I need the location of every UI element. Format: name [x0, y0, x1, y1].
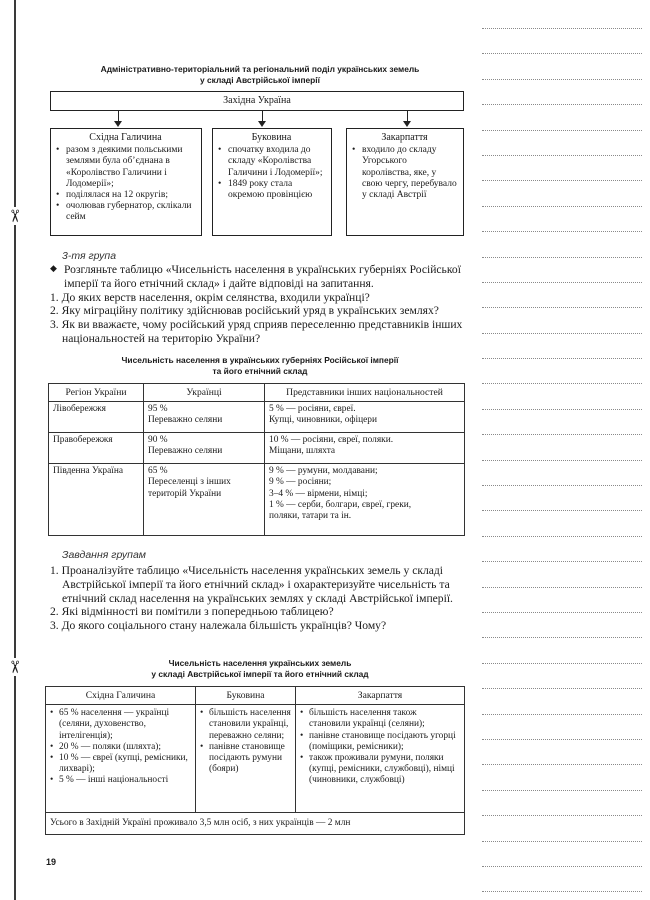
- note-line: [482, 231, 642, 232]
- table-header: Закарпаття: [296, 687, 465, 705]
- note-line: [482, 460, 642, 461]
- top-box-western-ukraine: [50, 91, 464, 111]
- box-title: Закарпаття: [381, 132, 428, 143]
- note-line: [482, 739, 642, 740]
- page-number: 19: [46, 857, 57, 867]
- note-line: [482, 764, 642, 765]
- list-item: • входило до складу Угорського королівства, яке, у свою чергу, перебувало у складі Австрії: [352, 145, 457, 201]
- table-cell: [265, 433, 465, 464]
- list-item: • 10 % — євреї (купці, ремісники, лихварі);: [50, 753, 191, 775]
- cell-line: 65 %: [148, 466, 168, 477]
- note-line: [482, 714, 642, 715]
- table2-heading: [50, 658, 470, 680]
- cell-line: поляки, татари та ін.: [269, 511, 352, 522]
- table-cell: Південна Україна: [49, 464, 144, 536]
- list-item: • 1849 року стала окремою провінцією: [218, 179, 325, 201]
- note-line: [482, 637, 642, 638]
- cell-line: Переважно селяни: [148, 415, 223, 426]
- note-line: [482, 790, 642, 791]
- table-cell: [46, 705, 196, 813]
- note-line: [482, 434, 642, 435]
- list-item: • 5 % — інші національності: [50, 775, 191, 786]
- note-line: [482, 358, 642, 359]
- cell-line: 95 %: [148, 404, 168, 415]
- group3-question: 3. Як ви вважаєте, чому російський уряд сприяв переселенню представників інших національностей на територію України?: [50, 318, 463, 345]
- tasks-block: [50, 564, 470, 633]
- arrow-down-icon: [114, 121, 122, 127]
- note-line: [482, 688, 642, 689]
- list-item: • разом з деякими польськими землями була об’єднана в «Королівство Галичини і Лодомерії»;: [56, 145, 195, 190]
- list-item: • панівне становище посідають угорці (поміщики, ремісники);: [300, 731, 460, 753]
- table1-title-line1: Чисельність населення в українських губерніях Російської імперії: [121, 355, 399, 365]
- cell-line: 9 % — росіяни;: [269, 477, 332, 488]
- box-east-galicia: [50, 128, 202, 236]
- group3-intro: [50, 263, 470, 291]
- cell-line: територій України: [148, 488, 222, 499]
- note-line: [482, 104, 642, 105]
- cell-line: 5 % — росіяни, євреї.: [269, 404, 356, 415]
- cell-line: 1 % — серби, болгари, євреї, греки,: [269, 499, 412, 510]
- list-item: • спочатку входила до складу «Королівства Галичини і Лодомерії»;: [218, 145, 325, 179]
- note-line: [482, 257, 642, 258]
- note-line: [482, 663, 642, 664]
- table-header: Буковина: [196, 687, 296, 705]
- group3-block: [50, 263, 470, 346]
- task-question: 3. До якого соціального стану належала більшість українців? Чому?: [50, 619, 387, 633]
- table-austrian-empire: [45, 686, 465, 835]
- note-line: [482, 409, 642, 410]
- group3-intro-text: Розгляньте таблицю «Чисельність населення в українських губерніях Російської імперії та його етнічний склад» і дайте відповіді на запитання.: [64, 263, 461, 290]
- note-line: [482, 815, 642, 816]
- table-cell: [196, 705, 296, 813]
- table-cell: [144, 402, 265, 433]
- table-header-row: [49, 384, 465, 402]
- table-cell: [296, 705, 465, 813]
- table-footer-row: [46, 813, 465, 835]
- task-question: 2. Які відмінності ви помітили з попередньою таблицею?: [50, 605, 334, 619]
- table1-heading: [50, 355, 470, 377]
- table-header: Регіон України: [49, 384, 144, 402]
- list-item: • поділялася на 12 округів;: [56, 190, 195, 201]
- table-russian-empire: [48, 383, 465, 536]
- cell-line: Міщани, шляхта: [269, 446, 336, 457]
- table-row: [49, 464, 465, 536]
- note-line: [482, 485, 642, 486]
- table-row: [49, 402, 465, 433]
- table-cell: Лівобережжя: [49, 402, 144, 433]
- table2-title-line2: у складі Австрійської імперії та його етнічний склад: [151, 669, 369, 679]
- table-header: Східна Галичина: [46, 687, 196, 705]
- note-line: [482, 180, 642, 181]
- task-question: 1. Проаналізуйте таблицю «Чисельність населення українських земель у складі Австрійської імперії та його етнічний склад» і охарактеризуйте чисельність та етнічний склад населення на українських землях у складі Австрійської імперії.: [50, 564, 453, 605]
- arrow-down-icon: [403, 121, 411, 127]
- scissors-icon: ✂: [4, 208, 24, 224]
- note-line: [482, 612, 642, 613]
- notes-lines: [482, 28, 642, 900]
- table-cell: Правобережжя: [49, 433, 144, 464]
- cell-line: 9 % — румуни, молдавани;: [269, 466, 378, 477]
- note-line: [482, 510, 642, 511]
- list-item: • більшість населення становили українці, переважно селяни;: [200, 708, 291, 742]
- note-line: [482, 536, 642, 537]
- cell-line: Купці, чиновники, офіцери: [269, 415, 377, 426]
- tasks-label: Завдання групам: [62, 549, 146, 561]
- cell-line: 10 % — росіяни, євреї, поляки.: [269, 435, 394, 446]
- list-item: • панівне становище посідають румуни (бояри): [200, 742, 291, 776]
- table1-title-line2: та його етнічний склад: [212, 366, 308, 376]
- note-line: [482, 155, 642, 156]
- box-title: Буковина: [251, 132, 292, 143]
- group3-question: 1. До яких верств населення, окрім селянства, входили українці?: [50, 290, 370, 304]
- cut-line: [14, 0, 16, 900]
- scissors-icon: ✂: [4, 659, 24, 675]
- table-cell: [144, 433, 265, 464]
- table-row: [46, 705, 465, 813]
- note-line: [482, 561, 642, 562]
- group3-label: 3-тя група: [62, 250, 117, 262]
- list-item: • очолював губернатор, склікали сейм: [56, 201, 195, 223]
- box-transcarpathia: [346, 128, 464, 236]
- group3-question: 2. Яку міграційну політику здійснював російський уряд в українських землях?: [50, 304, 439, 318]
- cell-line: Переселенці з інших: [148, 477, 231, 488]
- top-box-label: Західна Україна: [223, 95, 291, 106]
- note-line: [482, 130, 642, 131]
- note-line: [482, 587, 642, 588]
- diagram-heading-line1: Адміністративно-територіальний та регіональний поділ українських земель: [100, 64, 420, 74]
- note-line: [482, 383, 642, 384]
- note-line: [482, 866, 642, 867]
- table-cell: [265, 464, 465, 536]
- note-line: [482, 841, 642, 842]
- box-bukovyna: [212, 128, 332, 236]
- note-line: [482, 891, 642, 892]
- note-line: [482, 333, 642, 334]
- table-row: [49, 433, 465, 464]
- note-line: [482, 79, 642, 80]
- diagram-heading: [50, 64, 470, 86]
- list-item: • 20 % — поляки (шляхта);: [50, 742, 191, 753]
- list-item: • більшість населення також становили українці (селяни);: [300, 708, 460, 730]
- note-line: [482, 28, 642, 29]
- list-item: • 65 % населення — українці (селяни, духовенство, інтелігенція);: [50, 708, 191, 742]
- box-title: Східна Галичина: [89, 132, 162, 143]
- table2-title-line1: Чисельність населення українських земель: [168, 658, 352, 668]
- arrow-down-icon: [258, 121, 266, 127]
- diamond-bullet-icon: ◆: [50, 264, 57, 274]
- cell-line: 3–4 % — вірмени, німці;: [269, 488, 368, 499]
- cell-line: Переважно селяни: [148, 446, 223, 457]
- note-line: [482, 53, 642, 54]
- table-cell: [144, 464, 265, 536]
- list-item: • також проживали румуни, поляки (купці, ремісники, службовці), німці (чиновники, службовці): [300, 753, 460, 787]
- table-cell: [265, 402, 465, 433]
- note-line: [482, 206, 642, 207]
- table-footer: Усього в Західній Україні проживало 3,5 млн осіб, з них українців — 2 млн: [46, 813, 465, 835]
- table-header: Представники інших національностей: [265, 384, 465, 402]
- table-header: Українці: [144, 384, 265, 402]
- diagram-heading-line2: у складі Австрійської імперії: [200, 75, 320, 85]
- table-header-row: [46, 687, 465, 705]
- note-line: [482, 307, 642, 308]
- note-line: [482, 282, 642, 283]
- cell-line: 90 %: [148, 435, 168, 446]
